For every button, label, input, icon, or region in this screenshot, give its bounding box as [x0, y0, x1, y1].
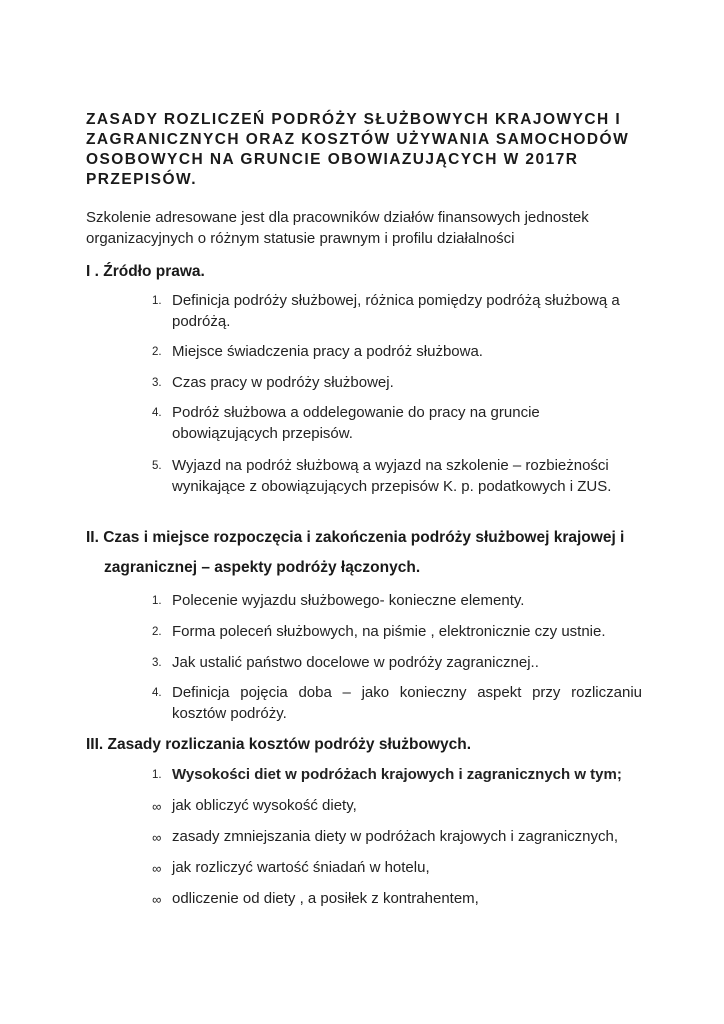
- list-item: [152, 652, 642, 673]
- section-2-heading-continued: zagranicznej – aspekty podróży łączonych.: [104, 559, 421, 576]
- item-number: 3.: [152, 657, 162, 669]
- bullet-item: [152, 826, 642, 847]
- item-text: Podróż służbowa a oddelegowanie do pracy na gruncie obowiązujących przepisów.: [172, 404, 540, 442]
- item-number: 2.: [152, 346, 162, 358]
- list-item: [152, 372, 642, 393]
- intro-paragraph: Szkolenie adresowane jest dla pracowników działów finansowych jednostek organizacyjnych o różnym statusie prawnym i profilu działalności: [86, 209, 589, 247]
- item-number: 1.: [152, 595, 162, 607]
- bullet-item: [152, 888, 642, 909]
- item-text: Wysokości diet w podróżach krajowych i zagranicznych w tym;: [172, 766, 622, 783]
- item-number: 4.: [152, 407, 162, 419]
- bullet-text: jak obliczyć wysokość diety,: [172, 797, 357, 814]
- item-text: Forma poleceń służbowych, na piśmie , elektronicznie czy ustnie.: [172, 623, 606, 640]
- bullet-text: odliczenie od diety , a posiłek z kontrahentem,: [172, 890, 479, 907]
- infinity-bullet-icon: ∞: [152, 861, 162, 876]
- infinity-bullet-icon: ∞: [152, 799, 162, 814]
- infinity-bullet-icon: ∞: [152, 892, 162, 907]
- list-item: [152, 341, 642, 362]
- item-number: 4.: [152, 687, 162, 699]
- bullet-text: jak rozliczyć wartość śniadań w hotelu,: [172, 859, 430, 876]
- list-item: [152, 682, 642, 724]
- infinity-bullet-icon: ∞: [152, 830, 162, 845]
- list-item: [152, 455, 642, 497]
- item-text: Czas pracy w podróży służbowej.: [172, 374, 394, 391]
- item-text: Polecenie wyjazdu służbowego- konieczne elementy.: [172, 592, 525, 609]
- item-number: 2.: [152, 626, 162, 638]
- list-item: [152, 764, 642, 785]
- item-number: 1.: [152, 769, 162, 781]
- item-text: Definicja pojęcia doba – jako konieczny aspekt przy rozliczaniu kosztów podróży.: [172, 684, 642, 722]
- document-title: ZASADY ROZLICZEŃ PODRÓŻY SŁUŻBOWYCH KRAJOWYCH I ZAGRANICZNYCH ORAZ KOSZTÓW UŻYWANIA SAMOCHODÓW OSOBOWYCH NA GRUNCIE OBOWIAZUJĄCYCH W 2017R PRZEPISÓW.: [86, 111, 630, 188]
- item-text: Jak ustalić państwo docelowe w podróży zagranicznej..: [172, 654, 539, 671]
- item-number: 3.: [152, 377, 162, 389]
- section-2-heading: II. Czas i miejsce rozpoczęcia i zakończenia podróży służbowej krajowej i: [86, 529, 625, 546]
- item-text: Miejsce świadczenia pracy a podróż służbowa.: [172, 343, 483, 360]
- bullet-item: [152, 795, 642, 816]
- bullet-text: zasady zmniejszania diety w podróżach krajowych i zagranicznych,: [172, 828, 619, 845]
- item-text: Wyjazd na podróż służbową a wyjazd na szkolenie – rozbieżności wynikające z obowiązujących przepisów K. p. podatkowych i ZUS.: [172, 457, 612, 495]
- list-item: [152, 402, 642, 444]
- item-text: Definicja podróży służbowej, różnica pomiędzy podróżą służbową a podróżą.: [172, 292, 620, 330]
- section-3-heading: III. Zasady rozliczania kosztów podróży służbowych.: [86, 736, 471, 753]
- section-1-heading: I . Źródło prawa.: [86, 263, 205, 280]
- list-item: [152, 621, 642, 642]
- list-item: [152, 290, 642, 332]
- item-number: 5.: [152, 460, 162, 472]
- bullet-item: [152, 857, 642, 878]
- list-item: [152, 590, 642, 611]
- item-number: 1.: [152, 295, 162, 307]
